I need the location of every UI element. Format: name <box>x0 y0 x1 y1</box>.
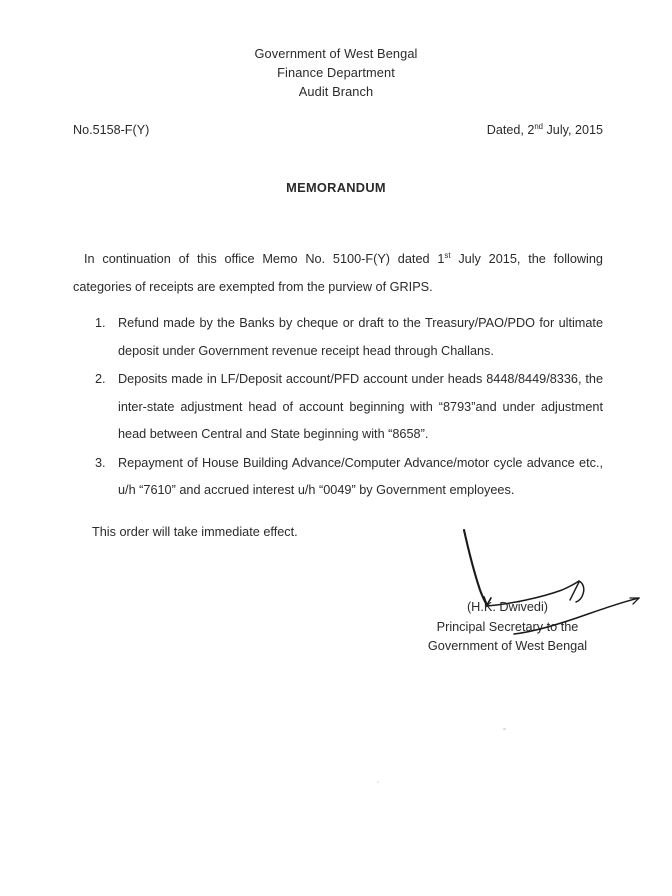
reference-row <box>73 123 603 137</box>
signature-block <box>385 598 630 657</box>
memo-date <box>487 123 603 137</box>
date-text: Dated, 2 <box>486 123 535 137</box>
scan-speckle <box>503 728 506 730</box>
signatory-designation-line2: Government of West Bengal <box>427 639 588 653</box>
intro-ordinal-suffix: st <box>444 250 451 260</box>
clause-list <box>95 310 603 506</box>
clause-marker: 3. <box>95 455 106 470</box>
letterhead-line-department: Finance Department <box>277 65 395 80</box>
clause-text: Refund made by the Banks by cheque or draft to the Treasury/PAO/PDO for ultimate deposit under Government revenue receipt head through Challans. <box>118 316 603 358</box>
signatory-name: (H.K. Dwivedi) <box>466 600 549 614</box>
clause-marker: 1. <box>95 316 106 330</box>
clause-text: Deposits made in LF/Deposit account/PFD account under heads 8448/8449/8336, the inter-state adjustment head of account beginning with “8793”and under adjustment head between Central and State beginning with “8658”. <box>118 372 603 441</box>
date-year: July, 2015 <box>543 123 603 137</box>
letterhead-line-government: Government of West Bengal <box>254 46 418 61</box>
signatory-designation-line1: Principal Secretary to the <box>436 619 579 634</box>
letterhead <box>0 44 672 101</box>
intro-text-part1: In continuation of this office Memo No. 5100-F(Y) dated 1 <box>84 251 445 266</box>
page-title: MEMORANDUM <box>286 180 386 195</box>
intro-text-part2: July 2015, the following categories of receipts are exempted from the purview of GRIPS. <box>73 251 603 294</box>
intro-paragraph <box>73 245 603 301</box>
closing-statement: This order will take immediate effect. <box>92 525 298 539</box>
clause-item <box>95 366 603 449</box>
memo-number: No.5158-F(Y) <box>73 123 150 137</box>
clause-marker: 2. <box>95 372 106 386</box>
clause-item <box>95 310 603 365</box>
letterhead-line-branch: Audit Branch <box>298 84 374 99</box>
clause-item <box>95 450 603 505</box>
date-ordinal-suffix: nd <box>534 121 544 131</box>
scan-speckle <box>377 781 379 783</box>
clause-text: Repayment of House Building Advance/Computer Advance/motor cycle advance etc., u/h “7610” and accrued interest u/h “0049” by Government employees. <box>118 455 603 497</box>
